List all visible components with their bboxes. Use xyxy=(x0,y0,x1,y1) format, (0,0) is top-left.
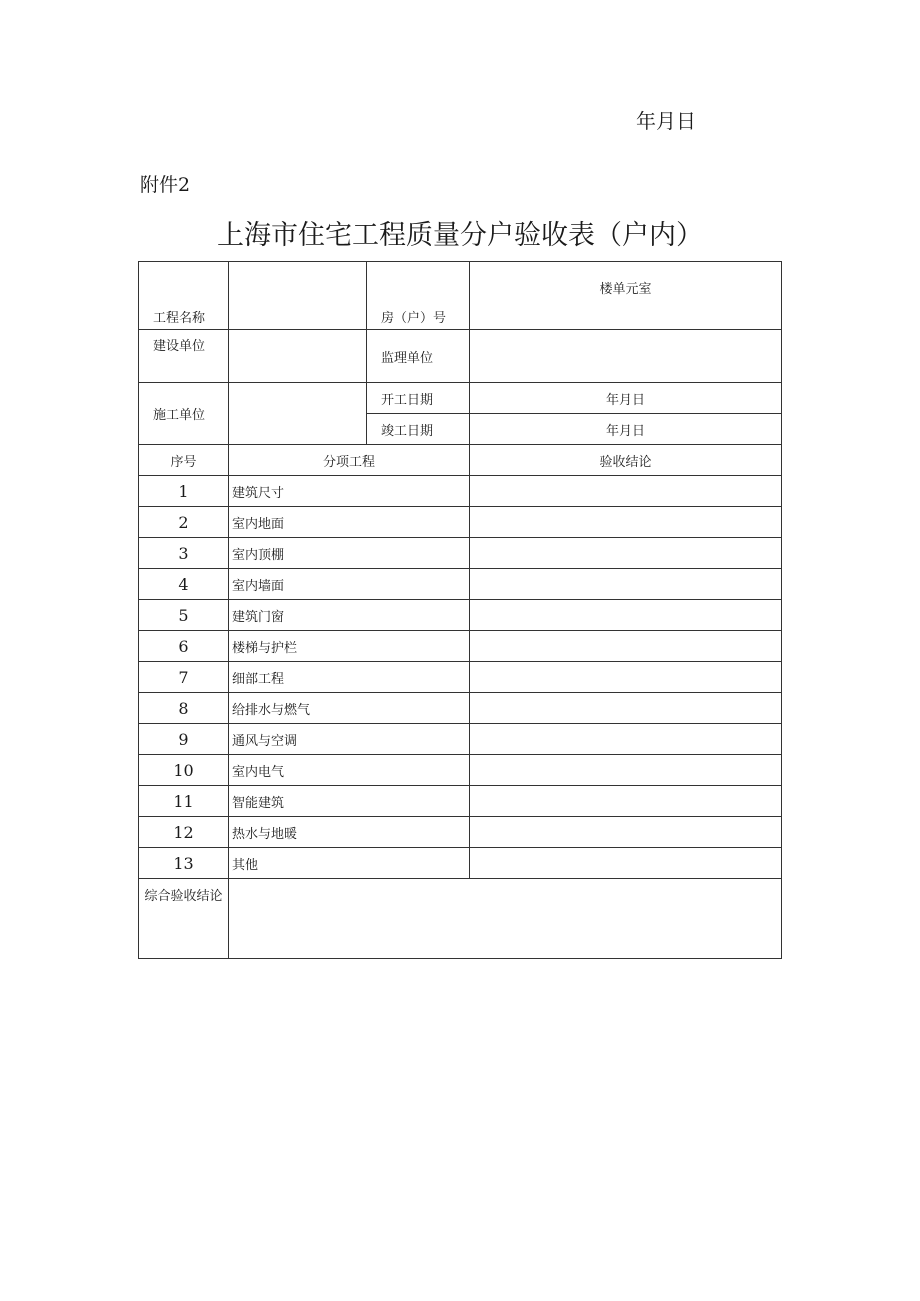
table-row xyxy=(139,786,782,817)
table-row xyxy=(139,507,782,538)
item-conclusion-field[interactable] xyxy=(470,600,782,631)
item-conclusion-field[interactable] xyxy=(470,817,782,848)
table-row xyxy=(139,569,782,600)
table-row xyxy=(139,848,782,879)
item-name: 室内电气 xyxy=(229,755,470,786)
item-number: 8 xyxy=(139,693,229,724)
item-conclusion-field[interactable] xyxy=(470,848,782,879)
item-conclusion-field[interactable] xyxy=(470,693,782,724)
item-number: 4 xyxy=(139,569,229,600)
items-header-row xyxy=(139,445,782,476)
item-name: 室内顶棚 xyxy=(229,538,470,569)
supervision-unit-field[interactable] xyxy=(470,330,782,383)
table-row xyxy=(139,631,782,662)
item-number: 13 xyxy=(139,848,229,879)
construction-unit-field[interactable] xyxy=(229,330,367,383)
item-conclusion-field[interactable] xyxy=(470,538,782,569)
conclusion-header: 验收结论 xyxy=(470,445,782,476)
project-name-row xyxy=(139,262,782,330)
builder-unit-label: 施工单位 xyxy=(139,383,229,445)
item-number: 12 xyxy=(139,817,229,848)
item-number: 5 xyxy=(139,600,229,631)
table-row xyxy=(139,817,782,848)
supervision-unit-label: 监理单位 xyxy=(367,330,470,383)
item-number: 7 xyxy=(139,662,229,693)
item-number: 11 xyxy=(139,786,229,817)
seq-header: 序号 xyxy=(139,445,229,476)
item-name: 其他 xyxy=(229,848,470,879)
item-name: 建筑尺寸 xyxy=(229,476,470,507)
project-name-label: 工程名称 xyxy=(139,262,229,330)
item-number: 9 xyxy=(139,724,229,755)
table-row xyxy=(139,724,782,755)
sub-project-header: 分项工程 xyxy=(229,445,470,476)
room-number-label: 房（户）号 xyxy=(367,262,470,330)
header-date: 年月日 xyxy=(636,109,696,133)
item-name: 热水与地暖 xyxy=(229,817,470,848)
room-number-value[interactable]: 楼单元室 xyxy=(470,262,782,330)
item-conclusion-field[interactable] xyxy=(470,755,782,786)
item-name: 智能建筑 xyxy=(229,786,470,817)
item-name: 细部工程 xyxy=(229,662,470,693)
item-number: 10 xyxy=(139,755,229,786)
item-name: 室内地面 xyxy=(229,507,470,538)
item-conclusion-field[interactable] xyxy=(470,662,782,693)
table-row xyxy=(139,755,782,786)
item-name: 通风与空调 xyxy=(229,724,470,755)
finish-date-value[interactable]: 年月日 xyxy=(470,414,782,445)
item-number: 2 xyxy=(139,507,229,538)
item-conclusion-field[interactable] xyxy=(470,507,782,538)
page-title: 上海市住宅工程质量分户验收表（户内） xyxy=(217,220,703,251)
start-date-row xyxy=(139,383,782,414)
table-row xyxy=(139,600,782,631)
final-conclusion-label: 综合验收结论 xyxy=(139,879,229,959)
table-row xyxy=(139,538,782,569)
item-number: 1 xyxy=(139,476,229,507)
project-name-field[interactable] xyxy=(229,262,367,330)
item-conclusion-field[interactable] xyxy=(470,724,782,755)
item-conclusion-field[interactable] xyxy=(470,569,782,600)
item-name: 室内墙面 xyxy=(229,569,470,600)
start-date-value[interactable]: 年月日 xyxy=(470,383,782,414)
final-conclusion-row xyxy=(139,879,782,959)
builder-unit-field[interactable] xyxy=(229,383,367,445)
start-date-label: 开工日期 xyxy=(367,383,470,414)
table-row xyxy=(139,693,782,724)
final-conclusion-field[interactable] xyxy=(229,879,782,959)
item-number: 3 xyxy=(139,538,229,569)
item-name: 楼梯与护栏 xyxy=(229,631,470,662)
acceptance-form-table xyxy=(138,261,782,959)
table-row xyxy=(139,662,782,693)
construction-unit-label: 建设单位 xyxy=(139,330,229,383)
finish-date-label: 竣工日期 xyxy=(367,414,470,445)
table-row xyxy=(139,476,782,507)
item-conclusion-field[interactable] xyxy=(470,631,782,662)
item-number: 6 xyxy=(139,631,229,662)
item-conclusion-field[interactable] xyxy=(470,476,782,507)
attachment-label: 附件2 xyxy=(140,174,191,196)
item-conclusion-field[interactable] xyxy=(470,786,782,817)
item-name: 给排水与燃气 xyxy=(229,693,470,724)
construction-unit-row xyxy=(139,330,782,383)
item-name: 建筑门窗 xyxy=(229,600,470,631)
